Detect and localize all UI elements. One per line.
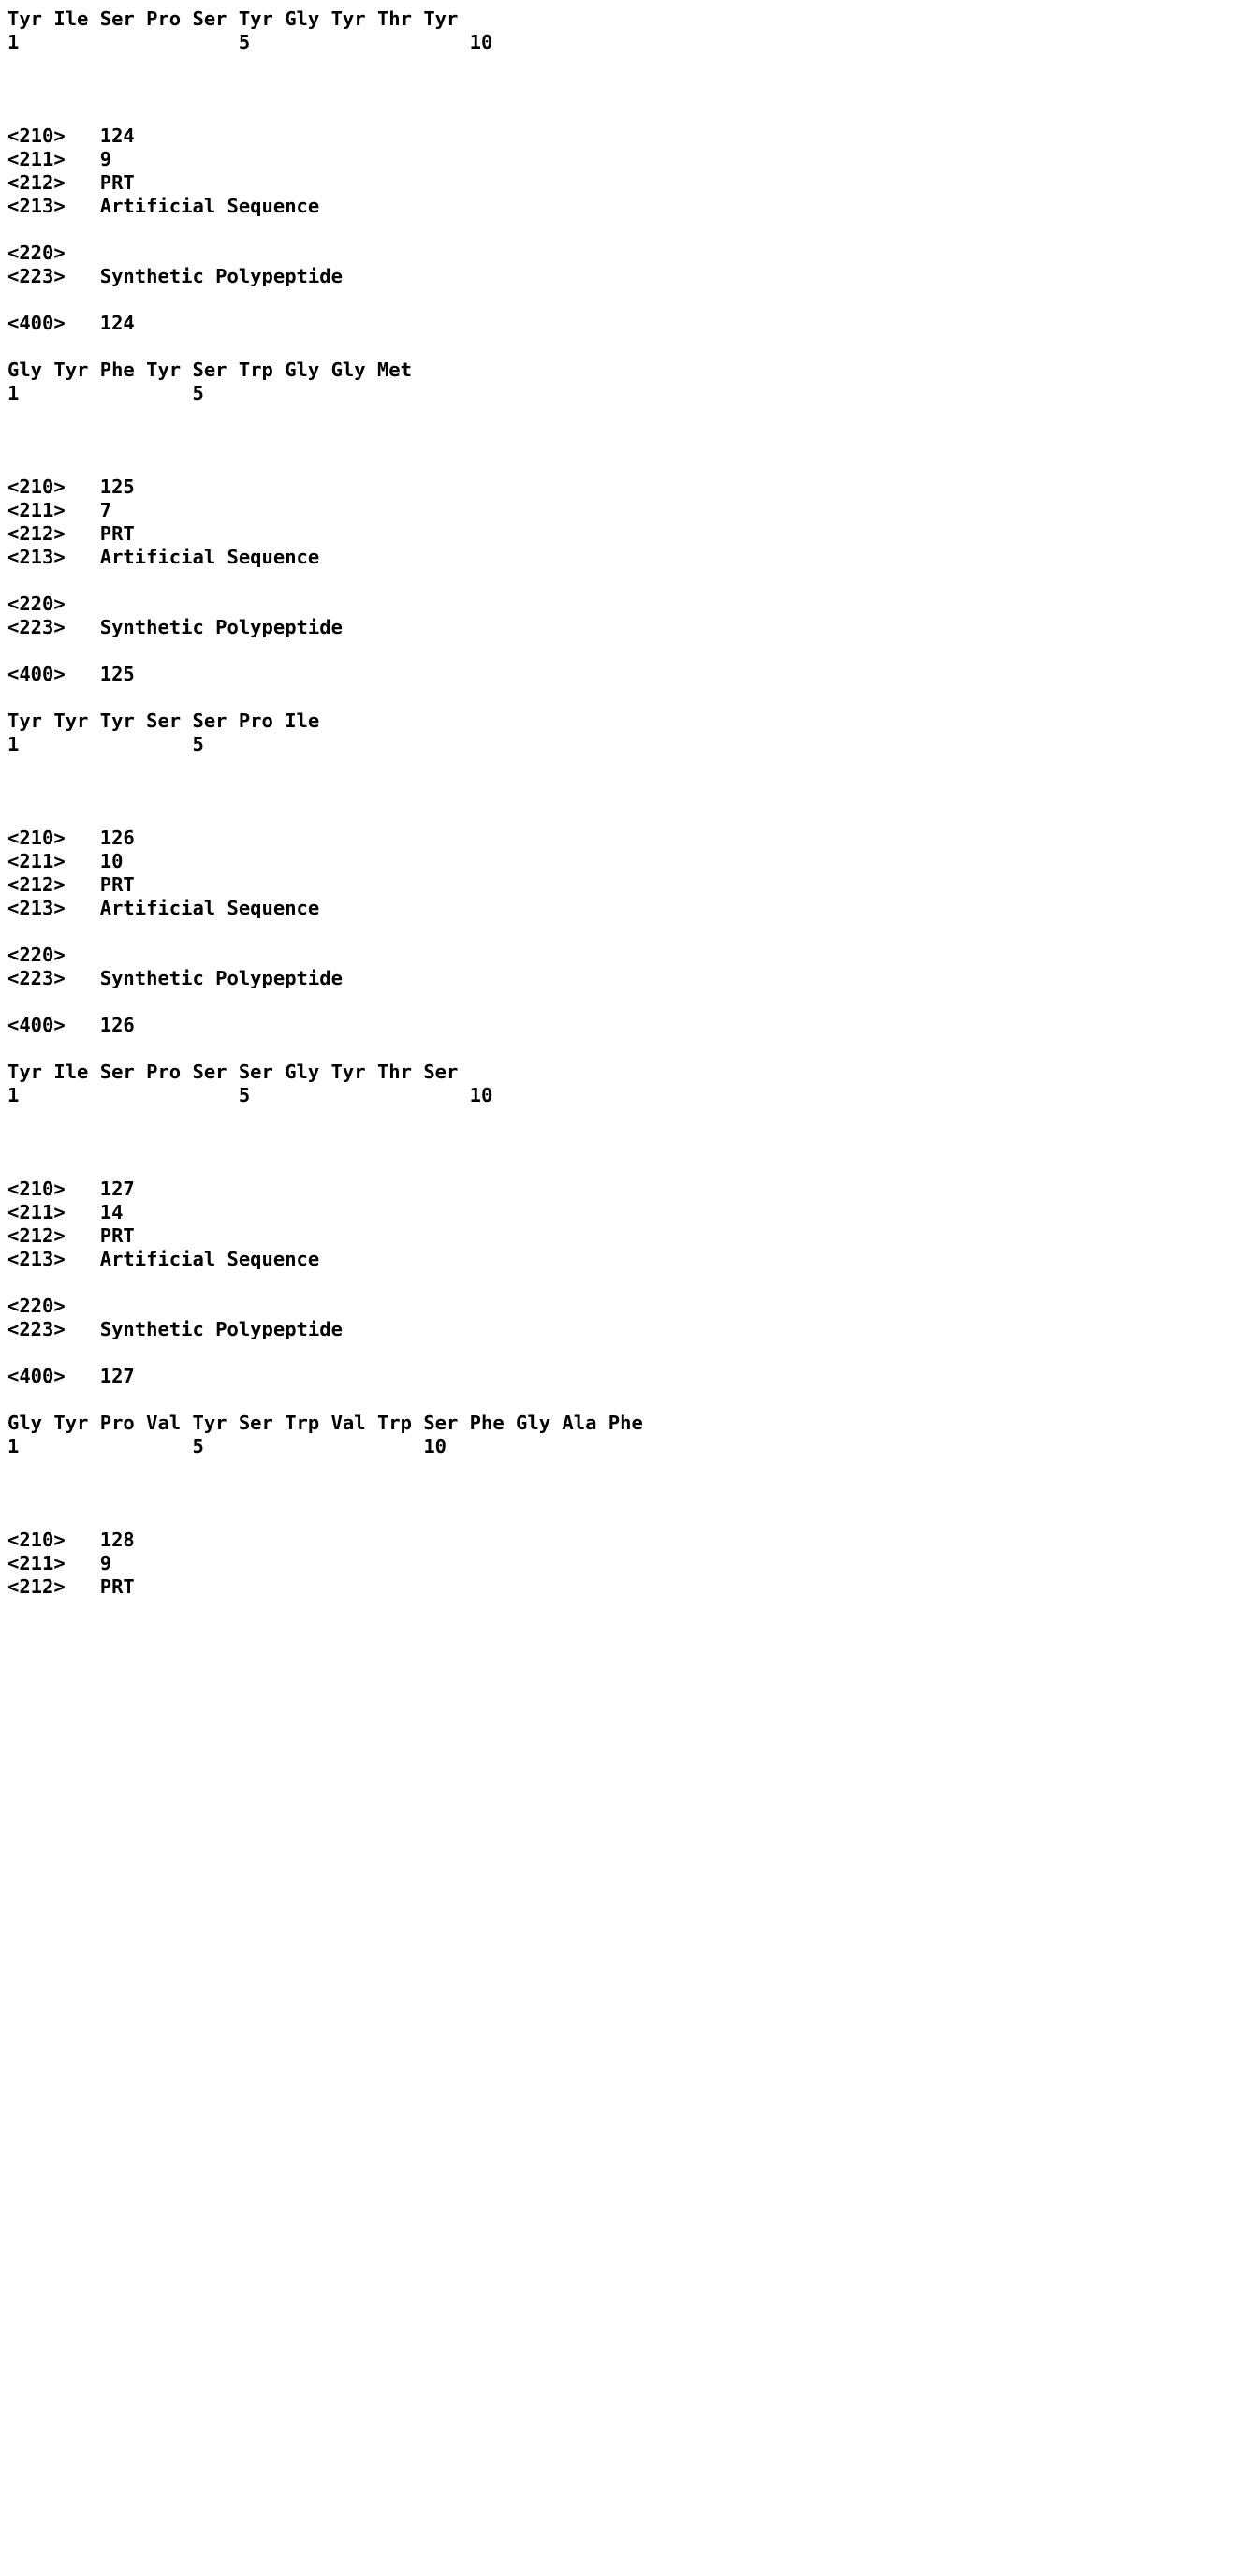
tag-211: <211> 7 — [7, 499, 112, 521]
tag-212: <212> PRT — [7, 1224, 135, 1247]
spacer — [0, 405, 1260, 476]
spacer — [7, 569, 1260, 593]
tag-210: <210> 128 — [7, 1529, 135, 1551]
residue-number-line: 1 5 10 — [7, 31, 493, 53]
tag-220: <220> — [7, 944, 66, 966]
spacer — [7, 686, 1260, 710]
residue-number-line: 1 5 — [7, 382, 204, 404]
sequence-entry-127 — [0, 1178, 1260, 1458]
tag-213: <213> Artificial Sequence — [7, 897, 320, 919]
residue-number-line: 1 5 10 — [7, 1084, 493, 1106]
residue-line: Tyr Tyr Tyr Ser Ser Pro Ile — [7, 710, 320, 732]
sequence-entry-124 — [0, 124, 1260, 405]
spacer — [7, 1388, 1260, 1412]
sequence-entry-126 — [0, 827, 1260, 1107]
tag-210: <210> 124 — [7, 124, 135, 147]
tag-223: <223> Synthetic Polypeptide — [7, 265, 343, 287]
sequence-residues-block — [0, 7, 1260, 54]
tag-400: <400> 124 — [7, 312, 135, 334]
tag-400: <400> 126 — [7, 1014, 135, 1036]
spacer — [7, 639, 1260, 663]
spacer — [0, 54, 1260, 124]
tag-212: <212> PRT — [7, 1575, 135, 1598]
spacer — [0, 756, 1260, 827]
tag-212: <212> PRT — [7, 171, 135, 194]
tag-212: <212> PRT — [7, 522, 135, 545]
tag-211: <211> 9 — [7, 148, 112, 170]
residue-number-line: 1 5 — [7, 733, 204, 755]
residue-line: Tyr Ile Ser Pro Ser Ser Gly Tyr Thr Ser — [7, 1061, 459, 1083]
residue-line: Gly Tyr Pro Val Tyr Ser Trp Val Trp Ser Phe Gly Ala Phe — [7, 1412, 643, 1434]
tag-400: <400> 127 — [7, 1365, 135, 1387]
tag-213: <213> Artificial Sequence — [7, 1248, 320, 1270]
tag-210: <210> 126 — [7, 827, 135, 849]
residue-number-line: 1 5 10 — [7, 1435, 447, 1457]
spacer — [0, 1458, 1260, 1529]
tag-211: <211> 9 — [7, 1552, 112, 1574]
tag-220: <220> — [7, 242, 66, 264]
tag-211: <211> 10 — [7, 850, 124, 872]
tag-213: <213> Artificial Sequence — [7, 195, 320, 217]
tag-223: <223> Synthetic Polypeptide — [7, 616, 343, 638]
residue-line: Tyr Ile Ser Pro Ser Tyr Gly Tyr Thr Tyr — [7, 7, 459, 30]
tag-223: <223> Synthetic Polypeptide — [7, 967, 343, 989]
spacer — [7, 990, 1260, 1014]
spacer — [7, 1271, 1260, 1295]
sequence-entry-125 — [0, 476, 1260, 756]
sequence-entry-128 — [0, 1529, 1260, 1599]
spacer — [0, 1107, 1260, 1178]
spacer — [7, 335, 1260, 359]
residue-line: Gly Tyr Phe Tyr Ser Trp Gly Gly Met — [7, 359, 412, 381]
tag-220: <220> — [7, 1295, 66, 1317]
spacer — [7, 920, 1260, 944]
tag-211: <211> 14 — [7, 1201, 124, 1223]
spacer — [7, 1037, 1260, 1061]
spacer — [7, 288, 1260, 312]
spacer — [7, 218, 1260, 242]
tag-400: <400> 125 — [7, 663, 135, 685]
tag-210: <210> 127 — [7, 1178, 135, 1200]
tag-220: <220> — [7, 593, 66, 615]
tag-210: <210> 125 — [7, 476, 135, 498]
tag-223: <223> Synthetic Polypeptide — [7, 1318, 343, 1340]
spacer — [7, 1341, 1260, 1365]
tag-212: <212> PRT — [7, 873, 135, 896]
tag-213: <213> Artificial Sequence — [7, 546, 320, 568]
